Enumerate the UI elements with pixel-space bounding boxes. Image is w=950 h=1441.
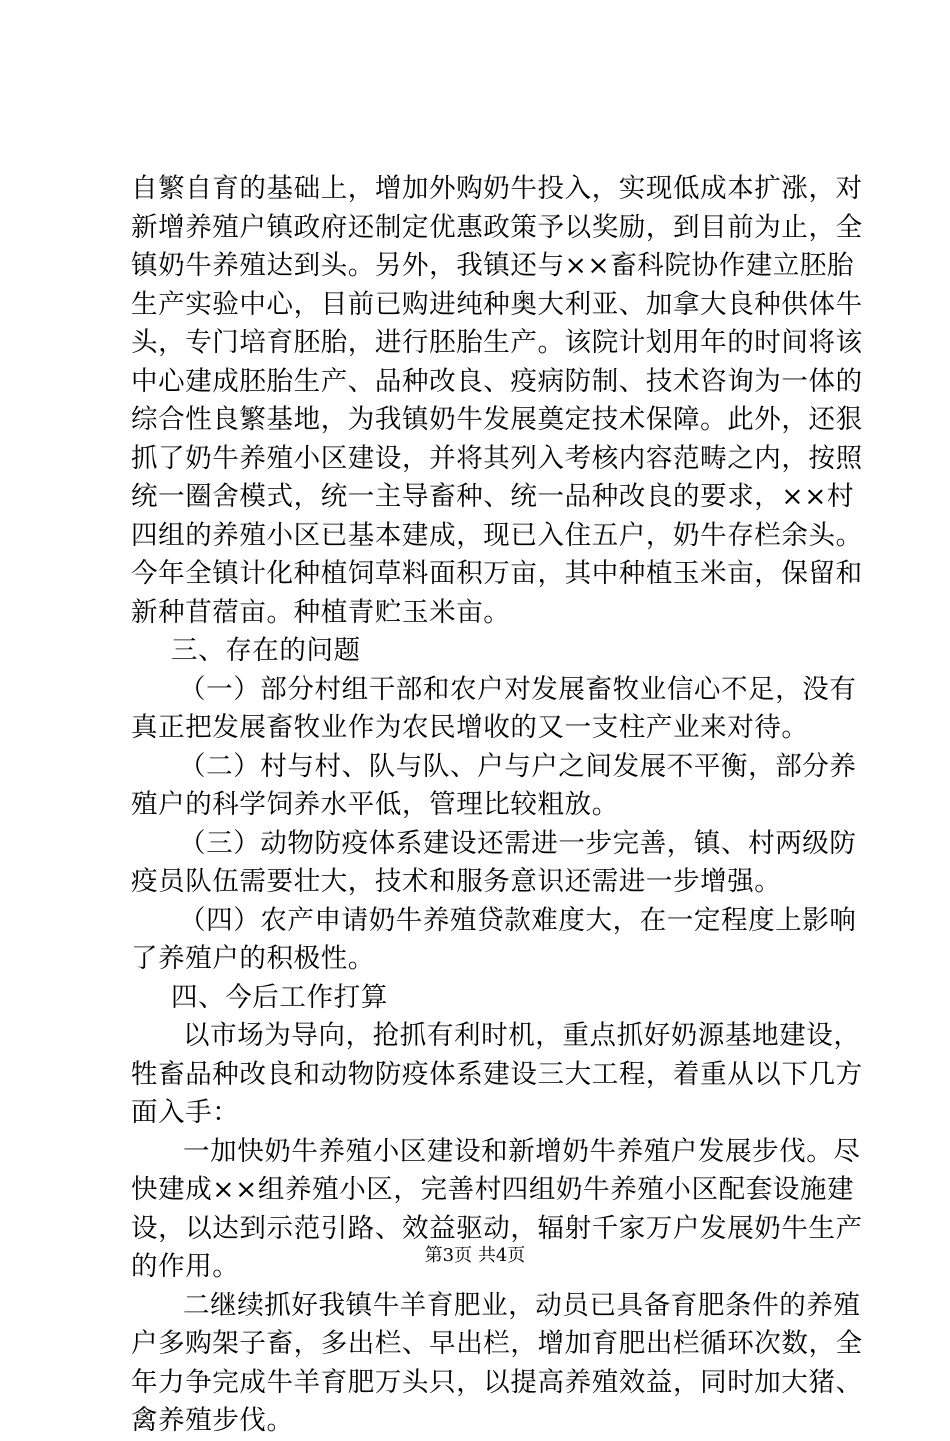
- page-number: 第3页 共4页: [424, 1245, 526, 1266]
- text-line: 禽养殖步伐。: [131, 1405, 294, 1436]
- text-line: 镇奶牛养殖达到头。另外，我镇还与××畜科院协作建立胚胎: [131, 250, 855, 281]
- text-line: 殖户的科学饲养水平低，管理比较粗放。: [131, 789, 619, 820]
- plan-item-2: [131, 1287, 863, 1441]
- text-line: 统一圈舍模式，统一主导畜种、统一品种改良的要求，××村: [131, 481, 855, 512]
- paragraph-plan-intro: [131, 1017, 863, 1133]
- paragraph-dairy-development: [131, 170, 863, 632]
- text-line: 抓了奶牛养殖小区建设，并将其列入考核内容范畴之内，按照: [131, 442, 863, 474]
- text-line: 新种苜蓿亩。种植青贮玉米亩。: [131, 596, 511, 628]
- problem-item-1: [131, 671, 857, 748]
- problem-item-2: [131, 748, 857, 825]
- text-line: 的作用。: [131, 1251, 240, 1282]
- section-heading-future-plans: [131, 979, 831, 1018]
- text-line: （四）农产申请奶牛养殖贷款难度大，在一定程度上影响: [179, 904, 857, 936]
- text-line: 真正把发展畜牧业作为农民增收的又一支柱产业来对待。: [131, 712, 809, 743]
- text-line: 中心建成胚胎生产、品种改良、疫病防制、技术咨询为一体的: [131, 365, 863, 397]
- text-line: 户多购架子畜，多出栏、早出栏，增加育肥出栏循环次数，全: [131, 1328, 863, 1359]
- section-heading-existing-problems: [131, 632, 831, 671]
- text-line: （三）动物防疫体系建设还需进一步完善，镇、村两级防: [179, 827, 857, 859]
- text-line: 四、今后工作打算: [171, 981, 388, 1013]
- problem-item-3: [131, 825, 857, 902]
- text-line: 头，专门培育胚胎，进行胚胎生产。该院计划用年的时间将该: [131, 327, 863, 358]
- page-footer: [0, 1245, 950, 1267]
- text-line: 今年全镇计化种植饲草料面积万亩，其中种植玉米亩，保留和: [131, 558, 863, 589]
- text-line: （二）村与村、队与队、户与户之间发展不平衡，部分养: [179, 750, 857, 782]
- text-line: 三、存在的问题: [171, 635, 361, 666]
- text-line: 四组的养殖小区已基本建成，现已入住五户，奶牛存栏余头。: [131, 519, 863, 551]
- text-line: 自繁自育的基础上，增加外购奶牛投入，实现低成本扩涨，对: [131, 173, 863, 204]
- text-line: 面入手：: [131, 1097, 240, 1128]
- text-line: 生产实验中心，目前已购进纯种奥大利亚、加拿大良种供体牛: [131, 288, 863, 320]
- text-line: 新增养殖户镇政府还制定优惠政策予以奖励，到目前为止，全: [131, 211, 863, 243]
- text-line: 疫员队伍需要壮大，技术和服务意识还需进一步增强。: [131, 866, 782, 897]
- text-line: 以市场为导向，抢抓有利时机，重点抓好奶源基地建设，: [183, 1020, 861, 1051]
- text-line: 一加快奶牛养殖小区建设和新增奶牛养殖户发展步伐。尽: [183, 1135, 861, 1167]
- text-line: 二继续抓好我镇牛羊育肥业，动员已具备育肥条件的养殖: [183, 1289, 861, 1321]
- text-line: 了养殖户的积极性。: [131, 943, 375, 974]
- text-line: 综合性良繁基地，为我镇奶牛发展奠定技术保障。此外，还狠: [131, 404, 863, 435]
- problem-item-4: [131, 902, 857, 979]
- text-line: 牲畜品种改良和动物防疫体系建设三大工程，着重从以下几方: [131, 1058, 863, 1090]
- text-line: 快建成××组养殖小区，完善村四组奶牛养殖小区配套设施建: [131, 1174, 855, 1205]
- text-line: 设，以达到示范引路、效益驱动，辐射千家万户发展奶牛生产: [131, 1212, 863, 1244]
- text-line: （一）部分村组干部和农户对发展畜牧业信心不足，没有: [179, 673, 857, 705]
- text-line: 年力争完成牛羊育肥万头只，以提高养殖效益，同时加大猪、: [131, 1366, 863, 1398]
